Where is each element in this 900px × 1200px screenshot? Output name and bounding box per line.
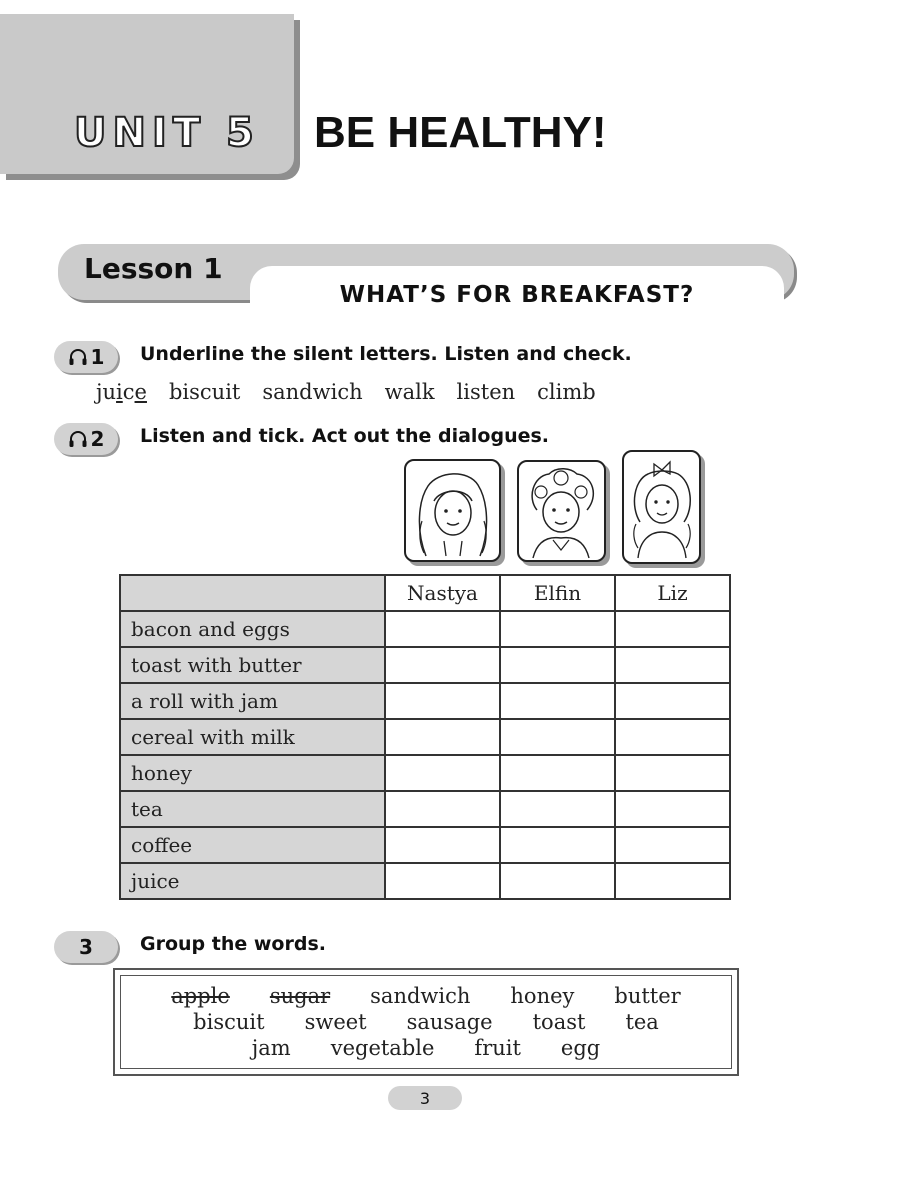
exercise-2-badge xyxy=(54,423,118,455)
headphones-icon xyxy=(68,348,88,366)
tick-cell[interactable] xyxy=(385,683,500,719)
exercise-2-number: 2 xyxy=(90,427,105,451)
table-row xyxy=(120,647,730,683)
group-word: fruit xyxy=(474,1036,521,1060)
unit-label: UNIT 5 xyxy=(74,110,260,156)
unit-title: BE HEALTHY! xyxy=(314,108,607,157)
word-walk: walk xyxy=(384,380,435,404)
tick-cell[interactable] xyxy=(615,647,730,683)
exercise-1-instruction: Underline the silent letters. Listen and check. xyxy=(140,343,632,365)
tick-cell[interactable] xyxy=(500,755,615,791)
word-climb: climb xyxy=(537,380,596,404)
food-label: coffee xyxy=(120,827,385,863)
tick-cell[interactable] xyxy=(500,791,615,827)
girl-portrait-icon xyxy=(519,462,604,560)
tick-cell[interactable] xyxy=(615,863,730,899)
food-label: honey xyxy=(120,755,385,791)
column-header: Elfin xyxy=(500,575,615,611)
table-row xyxy=(120,863,730,899)
food-label: bacon and eggs xyxy=(120,611,385,647)
table-header-row xyxy=(120,575,730,611)
portrait-nastya xyxy=(404,459,501,562)
underlined-letter: i xyxy=(116,380,123,404)
word-box-line-2 xyxy=(115,1010,737,1034)
exercise-3-number: 3 xyxy=(79,935,93,959)
tick-cell[interactable] xyxy=(385,647,500,683)
table-row xyxy=(120,611,730,647)
tick-cell[interactable] xyxy=(385,611,500,647)
tick-cell[interactable] xyxy=(615,683,730,719)
underlined-letter: e xyxy=(134,380,147,404)
tick-cell[interactable] xyxy=(385,719,500,755)
silent-letter-words xyxy=(96,380,596,404)
column-header: Liz xyxy=(615,575,730,611)
group-word: biscuit xyxy=(193,1010,265,1034)
tick-cell[interactable] xyxy=(615,791,730,827)
tick-cell[interactable] xyxy=(615,827,730,863)
portrait-elfin xyxy=(517,460,606,562)
group-word: jam xyxy=(251,1036,291,1060)
group-word: egg xyxy=(560,1036,601,1060)
headphones-icon xyxy=(68,430,88,448)
tick-cell[interactable] xyxy=(385,791,500,827)
page-number: 3 xyxy=(388,1086,462,1110)
table-row xyxy=(120,827,730,863)
crossed-word: apple xyxy=(171,984,230,1008)
tick-cell[interactable] xyxy=(615,755,730,791)
table-row xyxy=(120,683,730,719)
tick-cell[interactable] xyxy=(500,611,615,647)
portrait-liz xyxy=(622,450,701,564)
girl-portrait-icon xyxy=(624,452,699,562)
word-box xyxy=(113,968,739,1076)
lesson-label: Lesson 1 xyxy=(84,252,223,285)
exercise-1-badge xyxy=(54,341,118,373)
breakfast-table xyxy=(119,574,731,900)
table-row xyxy=(120,755,730,791)
group-word: butter xyxy=(614,984,681,1008)
word-juice: juice xyxy=(96,380,147,404)
tick-cell[interactable] xyxy=(500,827,615,863)
word-box-line-3 xyxy=(115,1036,737,1060)
exercise-2-instruction: Listen and tick. Act out the dialogues. xyxy=(140,425,550,447)
lesson-title: WHAT’S FOR BREAKFAST? xyxy=(339,282,695,308)
group-word: vegetable xyxy=(330,1036,435,1060)
word-box-line-1 xyxy=(115,984,737,1008)
food-label: cereal with milk xyxy=(120,719,385,755)
food-label: toast with butter xyxy=(120,647,385,683)
group-word: sandwich xyxy=(370,984,471,1008)
table-row xyxy=(120,719,730,755)
column-header: Nastya xyxy=(385,575,500,611)
tick-cell[interactable] xyxy=(615,611,730,647)
table-corner xyxy=(120,575,385,611)
group-word: sausage xyxy=(406,1010,493,1034)
food-label: juice xyxy=(120,863,385,899)
crossed-word: sugar xyxy=(269,984,331,1008)
food-label: a roll with jam xyxy=(120,683,385,719)
word-biscuit: biscuit xyxy=(168,380,241,404)
exercise-3-instruction: Group the words. xyxy=(140,933,326,955)
exercise-1-number: 1 xyxy=(90,345,105,369)
tick-cell[interactable] xyxy=(385,863,500,899)
group-word: honey xyxy=(510,984,575,1008)
exercise-3-badge xyxy=(54,931,118,963)
tick-cell[interactable] xyxy=(500,863,615,899)
tick-cell[interactable] xyxy=(500,647,615,683)
food-label: tea xyxy=(120,791,385,827)
tick-cell[interactable] xyxy=(500,719,615,755)
group-word: sweet xyxy=(304,1010,367,1034)
table-row xyxy=(120,791,730,827)
girl-portrait-icon xyxy=(406,461,499,560)
tick-cell[interactable] xyxy=(615,719,730,755)
word-listen: listen xyxy=(456,380,516,404)
tick-cell[interactable] xyxy=(385,755,500,791)
word-sandwich: sandwich xyxy=(262,380,363,404)
tick-cell[interactable] xyxy=(385,827,500,863)
tick-cell[interactable] xyxy=(500,683,615,719)
group-word: tea xyxy=(625,1010,659,1034)
group-word: toast xyxy=(532,1010,586,1034)
